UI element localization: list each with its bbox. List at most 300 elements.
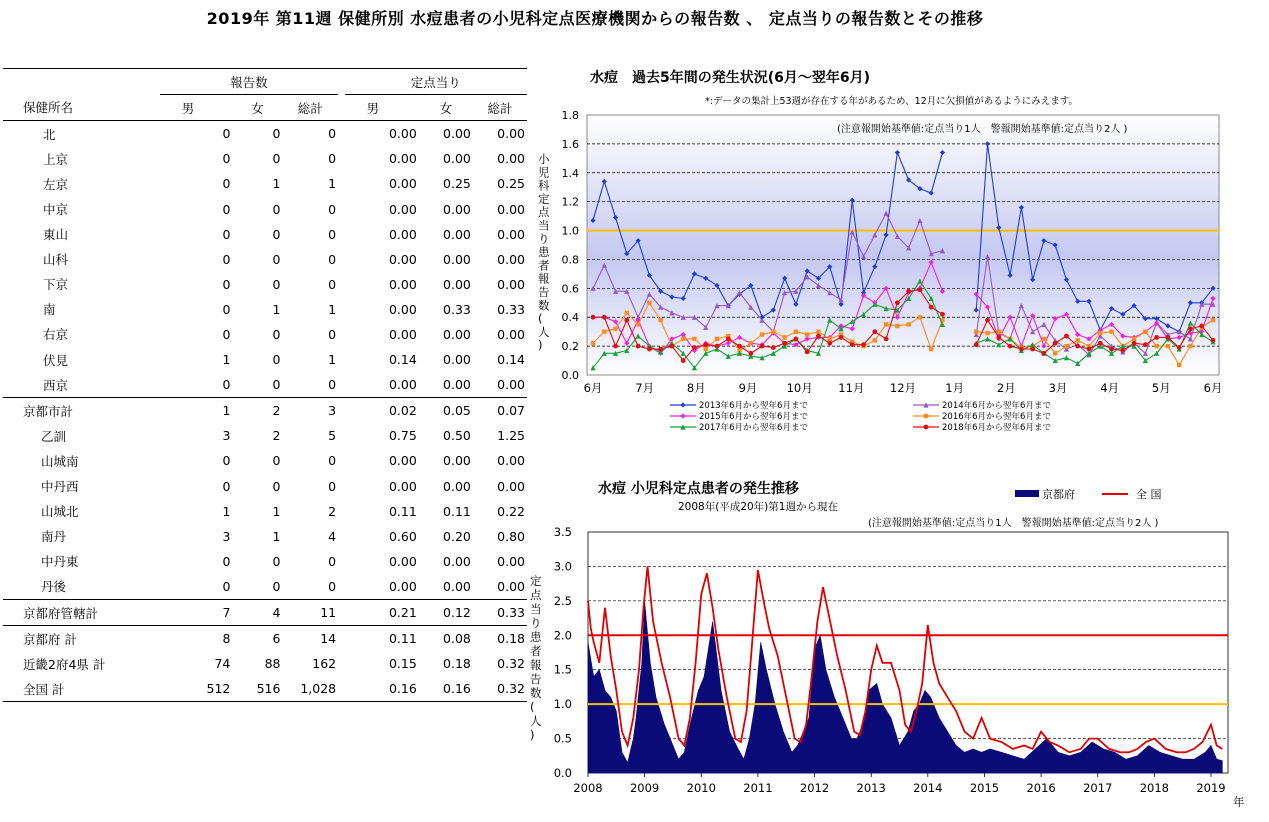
- chart2-ytick: 3.0: [553, 559, 572, 574]
- table-cell: 0.33: [443, 301, 471, 317]
- chart1-point: [828, 337, 832, 341]
- chart1-xtick: 2月: [996, 381, 1016, 395]
- table-cell: 0.60: [388, 528, 417, 544]
- table-cell: 0.00: [497, 578, 525, 594]
- chart1-ytick: 1.0: [561, 224, 579, 238]
- table-cell: 0.00: [443, 276, 471, 292]
- table-cell: 0.25: [443, 176, 471, 192]
- chart1-point: [1211, 338, 1216, 343]
- chart-trend: [530, 470, 1260, 815]
- chart1-point: [805, 332, 809, 336]
- chart1-xtick: 6月: [583, 381, 603, 395]
- chart2-xtick: 2012: [799, 781, 830, 795]
- table-row: [3, 651, 527, 676]
- table-row: [3, 626, 527, 652]
- chart1-xtick: 4月: [1100, 381, 1120, 395]
- row-name: 上京: [43, 151, 69, 167]
- chart1-ytick: 0.0: [561, 369, 579, 382]
- chart1-point: [1064, 344, 1068, 348]
- table-cell: 0.00: [388, 301, 417, 317]
- chart2-xtick: 2014: [913, 781, 943, 795]
- table-row: [3, 347, 527, 372]
- row-name: 伏見: [43, 352, 69, 368]
- row-name: 丹後: [41, 579, 67, 595]
- row-name: 右京: [43, 327, 69, 343]
- chart1-legend-label: 2013年6月から翌年6月まで: [699, 401, 808, 411]
- table-cell: 0: [222, 553, 231, 569]
- chart1-point: [749, 341, 753, 345]
- table-cell: 0: [272, 553, 281, 569]
- chart1-ytick: 0.2: [561, 340, 579, 354]
- table-cell: 0: [328, 201, 337, 217]
- chart1-point: [1177, 345, 1182, 350]
- chart1-xtick: 3月: [1048, 381, 1068, 395]
- chart1-point: [997, 329, 1001, 333]
- table-cell: 0.00: [388, 126, 417, 142]
- chart1-point: [1075, 344, 1080, 349]
- chart2-ytick: 2.5: [553, 593, 572, 608]
- table-row: [3, 272, 527, 297]
- row-name: 南: [43, 302, 56, 318]
- row-name: 京都市計: [3, 398, 160, 424]
- row-name: 京都府 計: [3, 626, 160, 652]
- chart1-point: [1019, 347, 1024, 352]
- table-cell: 1: [328, 301, 337, 317]
- chart2-ytick: 2.0: [553, 628, 572, 643]
- table-cell: 0: [328, 453, 337, 469]
- table-cell: 0.00: [388, 251, 417, 267]
- chart2-xtick: 2011: [743, 781, 773, 795]
- table-cell: 0.18: [443, 656, 471, 672]
- chart1-point: [748, 351, 753, 356]
- table-cell: 0.00: [497, 326, 525, 342]
- chart1-point: [1042, 351, 1047, 356]
- table-cell: 4: [232, 599, 282, 625]
- table-cell: 512: [160, 676, 233, 702]
- chart1-point: [1166, 335, 1171, 340]
- chart1-point: [839, 335, 844, 340]
- chart1-point: [850, 342, 855, 347]
- chart2-ytick: 3.5: [553, 525, 572, 539]
- chart1-point: [760, 332, 764, 336]
- row-name: 山城南: [41, 453, 79, 469]
- table-row: [3, 474, 527, 499]
- table-cell: 0: [222, 326, 231, 342]
- chart1-point: [1211, 318, 1215, 322]
- chart1-note: *:データの集計上53週が存在する年があるため、12月に欠損値があるようにみえます。: [705, 96, 1078, 107]
- chart2-xtick: 2017: [1083, 781, 1113, 795]
- table-cell: 0: [328, 126, 337, 142]
- table-cell: 0.14: [497, 352, 525, 368]
- table-cell: 0: [272, 201, 281, 217]
- table-cell: 0: [328, 251, 337, 267]
- column-header: 総計: [282, 95, 338, 121]
- chart1-point: [985, 318, 990, 323]
- page-title: 2019年 第11週 保健所別 水痘患者の小児科定点医療機関からの報告数 、 定点当りの報告数とその推移: [206, 9, 984, 28]
- chart1-xtick: 11月: [838, 381, 865, 395]
- table-row: [3, 676, 527, 702]
- table-cell: 0.00: [497, 226, 525, 242]
- table-cell: 0.00: [388, 326, 417, 342]
- table-cell: 0.00: [497, 553, 525, 569]
- table-cell: 1: [160, 398, 233, 424]
- row-name: 南丹: [41, 529, 67, 545]
- chart1-point: [816, 329, 820, 333]
- chart1-point: [1188, 326, 1193, 331]
- chart1-xtick: 12月: [889, 381, 917, 395]
- table-cell: 0.11: [388, 503, 417, 519]
- chart2-title: 水痘 小児科定点患者の発生推移: [598, 481, 799, 497]
- table-row: [3, 297, 527, 322]
- table-cell: 0.16: [419, 676, 473, 702]
- chart1-xtick: 1月: [945, 381, 965, 395]
- table-cell: 5: [328, 428, 337, 444]
- chart1-point: [1143, 342, 1148, 347]
- table-cell: 0: [222, 301, 231, 317]
- chart1-point: [670, 344, 675, 349]
- table-row: [3, 222, 527, 247]
- chart1-point: [816, 334, 821, 339]
- table-cell: 0.50: [443, 428, 471, 444]
- table-cell: 0: [222, 276, 231, 292]
- table-cell: 0.33: [473, 599, 527, 625]
- table-cell: 0.00: [443, 126, 471, 142]
- chart1-point: [1143, 329, 1147, 333]
- column-header: 保健所名: [3, 95, 160, 121]
- chart1-point: [703, 342, 708, 347]
- row-name: 山城北: [41, 504, 79, 520]
- table-cell: 1: [272, 176, 281, 192]
- table-cell: 0.00: [497, 201, 525, 217]
- table-row: [3, 171, 527, 196]
- chart1-point: [1166, 344, 1170, 348]
- table-cell: 0: [222, 151, 231, 167]
- table-cell: 0.00: [443, 326, 471, 342]
- chart1-point: [974, 342, 979, 347]
- table-cell: 0: [328, 226, 337, 242]
- table-cell: 0.00: [497, 126, 525, 142]
- table-cell: 0.00: [497, 276, 525, 292]
- row-name: 西京: [43, 377, 69, 393]
- table-cell: 14: [282, 626, 338, 652]
- chart1-point: [591, 341, 595, 345]
- chart1-point: [1087, 347, 1092, 352]
- chart1-legend-marker: [680, 402, 685, 407]
- table-cell: 0.00: [388, 276, 417, 292]
- column-header: 男: [160, 95, 233, 121]
- row-name: 下京: [43, 277, 69, 293]
- chart2-xtick: 2015: [969, 781, 1000, 795]
- table-cell: 0: [222, 377, 231, 393]
- table-cell: 0.00: [388, 578, 417, 594]
- header-report-count: 報告数: [160, 69, 338, 95]
- chart1-point: [895, 300, 900, 305]
- chart1-point: [591, 315, 596, 320]
- header-blank: [3, 69, 160, 95]
- table-cell: 0.20: [443, 528, 471, 544]
- chart1-point: [636, 344, 641, 349]
- table-cell: 0.32: [497, 656, 525, 672]
- chart2-legend-swatch: [1015, 490, 1039, 497]
- chart1-point: [771, 329, 775, 333]
- chart1-point: [647, 347, 652, 352]
- table-cell: 0: [222, 126, 231, 142]
- table-cell: 0.07: [473, 398, 527, 424]
- chart1-point: [1109, 347, 1114, 352]
- table-cell: 0.00: [497, 251, 525, 267]
- table-row: [3, 372, 527, 398]
- chart1-point: [918, 287, 923, 292]
- chart1-point: [1132, 341, 1137, 346]
- table-cell: 0.00: [443, 453, 471, 469]
- chart1-point: [906, 289, 911, 294]
- chart2-xtick: 2013: [856, 781, 886, 795]
- chart1-title: 水痘 過去5年間の発生状況(6月～翌年6月): [590, 70, 871, 86]
- table-row: [3, 599, 527, 625]
- table-cell: 0: [222, 251, 231, 267]
- chart1-point: [760, 344, 765, 349]
- chart1-point: [884, 322, 888, 326]
- chart1-point: [647, 301, 651, 305]
- table-group-header: [3, 69, 527, 95]
- table-cell: 0.00: [388, 478, 417, 494]
- table-cell: 0.00: [443, 478, 471, 494]
- chart1-point: [1076, 338, 1080, 342]
- table-cell: 2: [232, 398, 282, 424]
- table-cell: 0: [272, 251, 281, 267]
- table-cell: 0: [328, 478, 337, 494]
- chart1-point: [602, 329, 606, 333]
- chart1-point: [704, 347, 708, 351]
- chart1-point: [613, 344, 618, 349]
- table-cell: 1: [222, 352, 231, 368]
- table-cell: 0: [272, 478, 281, 494]
- table-cell: 0.18: [473, 626, 527, 652]
- chart1-point: [929, 305, 934, 310]
- table-cell: 0: [222, 453, 231, 469]
- chart1-xtick: 8月: [686, 381, 706, 395]
- table-cell: 8: [160, 626, 233, 652]
- table-cell: 0.32: [473, 676, 527, 702]
- chart1-xtick: 9月: [738, 381, 758, 395]
- chart1-xtick: 10月: [786, 381, 813, 395]
- table-cell: 0.00: [497, 453, 525, 469]
- table-cell: 0.22: [497, 503, 525, 519]
- chart1-point: [625, 311, 629, 315]
- table-cell: 0: [272, 377, 281, 393]
- chart1-point: [1098, 331, 1102, 335]
- chart2-xtick: 2016: [1026, 781, 1056, 795]
- chart2-xtick: 2008: [573, 781, 603, 795]
- table-cell: 0: [328, 276, 337, 292]
- chart1-threshold-note: (注意報開始基準値:定点当り1人 警報開始基準値:定点当り2人 ): [837, 124, 1128, 135]
- row-name: 近畿2府4県 計: [23, 656, 106, 672]
- chart2-legend-label: 京都府: [1042, 488, 1075, 501]
- chart1-point: [1030, 347, 1035, 352]
- chart1-point: [782, 341, 787, 346]
- chart1-point: [895, 324, 899, 328]
- table-cell: 0.00: [497, 377, 525, 393]
- row-name: 東山: [43, 227, 69, 243]
- chart1-point: [918, 315, 922, 319]
- chart1-legend-label: 2018年6月から翌年6月まで: [942, 423, 1051, 433]
- table-cell: 1: [272, 301, 281, 317]
- chart1-point: [1042, 337, 1046, 341]
- column-header: 女: [419, 95, 473, 121]
- chart2-xtick: 2019: [1196, 781, 1226, 795]
- table-cell: 0: [272, 276, 281, 292]
- table-cell: 0.80: [497, 528, 525, 544]
- chart1-point: [1154, 344, 1158, 348]
- table-row: [3, 423, 527, 448]
- chart1-point: [794, 329, 798, 333]
- chart2-ytick: 0.0: [553, 766, 572, 780]
- chart1-ytick: 0.6: [561, 282, 579, 296]
- table-cell: 0: [272, 352, 281, 368]
- table-cell: 0: [222, 226, 231, 242]
- chart1-point: [1120, 348, 1125, 353]
- chart1-point: [985, 331, 989, 335]
- chart1-legend-marker: [924, 425, 929, 430]
- table-cell: 0.00: [443, 553, 471, 569]
- chart1-point: [1188, 344, 1192, 348]
- table-row: [3, 121, 527, 147]
- chart1-point: [602, 315, 607, 320]
- chart1-point: [681, 358, 686, 363]
- table-cell: 0: [272, 126, 281, 142]
- chart1-point: [658, 318, 662, 322]
- table-cell: 0.75: [388, 428, 417, 444]
- chart2-xunit: 年: [1233, 795, 1245, 809]
- chart1-ytick: 1.2: [561, 195, 579, 209]
- table-cell: 0: [328, 553, 337, 569]
- chart1-point: [1154, 335, 1159, 340]
- chart1-point: [771, 345, 776, 350]
- table-cell: 0.33: [497, 301, 525, 317]
- table-cell: 2: [272, 428, 281, 444]
- chart1-legend-label: 2016年6月から翌年6月まで: [942, 412, 1051, 422]
- chart2-ytick: 0.5: [553, 731, 572, 746]
- table-cell: 6: [232, 626, 282, 652]
- table-cell: 0.00: [443, 151, 471, 167]
- chart-5year: [530, 60, 1230, 445]
- table-cell: 0: [272, 151, 281, 167]
- table-cell: 1: [328, 352, 337, 368]
- chart1-legend-marker: [924, 414, 928, 418]
- chart1-point: [940, 312, 945, 317]
- column-header: 男: [345, 95, 419, 121]
- row-name: 中丹西: [41, 479, 79, 495]
- chart1-point: [1132, 337, 1136, 341]
- table-cell: 0.16: [345, 676, 419, 702]
- chart1-point: [1064, 334, 1069, 339]
- table-cell: 0.00: [443, 251, 471, 267]
- column-header: 女: [232, 95, 282, 121]
- chart1-point: [715, 344, 720, 349]
- column-header: 総計: [473, 95, 527, 121]
- chart1-ytick: 0.8: [561, 253, 579, 267]
- table-cell: 88: [264, 656, 281, 672]
- table-cell: 0.00: [388, 151, 417, 167]
- table-cell: 74: [214, 656, 231, 672]
- table-cell: 0: [328, 151, 337, 167]
- table-cell: 0.00: [388, 453, 417, 469]
- table-cell: 7: [160, 599, 233, 625]
- table-cell: 0.12: [419, 599, 473, 625]
- chart2-legend-label: 全 国: [1136, 488, 1162, 501]
- row-name: 山科: [43, 252, 69, 268]
- report-table: [3, 68, 527, 702]
- row-name: 乙訓: [41, 428, 67, 444]
- table-row: [3, 499, 527, 524]
- table-row: [3, 322, 527, 347]
- chart1-point: [715, 337, 719, 341]
- chart1-point: [636, 322, 640, 326]
- chart1-point: [1098, 341, 1103, 346]
- table-cell: 0: [272, 226, 281, 242]
- row-name: 左京: [43, 176, 69, 192]
- chart1-ytick: 0.4: [561, 311, 579, 325]
- table-cell: 0.02: [345, 398, 419, 424]
- table-column-header: [3, 95, 527, 121]
- table-cell: 0: [222, 478, 231, 494]
- chart2-xtick: 2010: [686, 781, 716, 795]
- chart1-point: [827, 341, 832, 346]
- chart1-point: [929, 347, 933, 351]
- table-cell: 1: [272, 503, 281, 519]
- table-cell: 0.00: [443, 377, 471, 393]
- chart1-point: [692, 345, 697, 350]
- table-cell: 0.11: [345, 626, 419, 652]
- table-cell: 0: [272, 453, 281, 469]
- chart1-point: [996, 335, 1001, 340]
- table-row: [3, 146, 527, 171]
- chart1-ytick: 1.4: [561, 166, 579, 180]
- table-cell: 1.25: [497, 428, 525, 444]
- chart1-point: [624, 318, 629, 323]
- chart1-legend-label: 2014年6月から翌年6月まで: [942, 401, 1051, 411]
- chart2-xtick: 2009: [629, 781, 660, 795]
- chart1-point: [884, 336, 889, 341]
- table-cell: 0: [272, 326, 281, 342]
- table-cell: 0.08: [419, 626, 473, 652]
- chart1-point: [794, 336, 799, 341]
- table-row: [3, 398, 527, 424]
- table-cell: 0: [222, 201, 231, 217]
- chart2-subtitle: 2008年(平成20年)第1週から現在: [678, 501, 838, 513]
- chart1-xtick: 7月: [635, 381, 655, 395]
- header-per-sentinel: 定点当り: [345, 69, 527, 95]
- chart2-ylabel: 定点当り患者報告数(人): [530, 574, 542, 742]
- chart2-threshold-note: (注意報開始基準値:定点当り1人 警報開始基準値:定点当り2人 ): [868, 518, 1159, 529]
- table-cell: 1: [328, 176, 337, 192]
- table-cell: 0.00: [443, 226, 471, 242]
- table-row: [3, 574, 527, 600]
- table-cell: 0.25: [497, 176, 525, 192]
- table-cell: 0.15: [388, 656, 417, 672]
- chart1-point: [613, 327, 617, 331]
- row-name: 全国 計: [3, 676, 160, 702]
- table-cell: 0.14: [388, 352, 417, 368]
- chart1-point: [1177, 363, 1181, 367]
- table-cell: 0.00: [388, 226, 417, 242]
- table-cell: 0.00: [388, 377, 417, 393]
- table-row: [3, 524, 527, 549]
- table-cell: 3: [282, 398, 338, 424]
- chart1-point: [906, 322, 910, 326]
- table-row: [3, 196, 527, 221]
- table-cell: 0.05: [419, 398, 473, 424]
